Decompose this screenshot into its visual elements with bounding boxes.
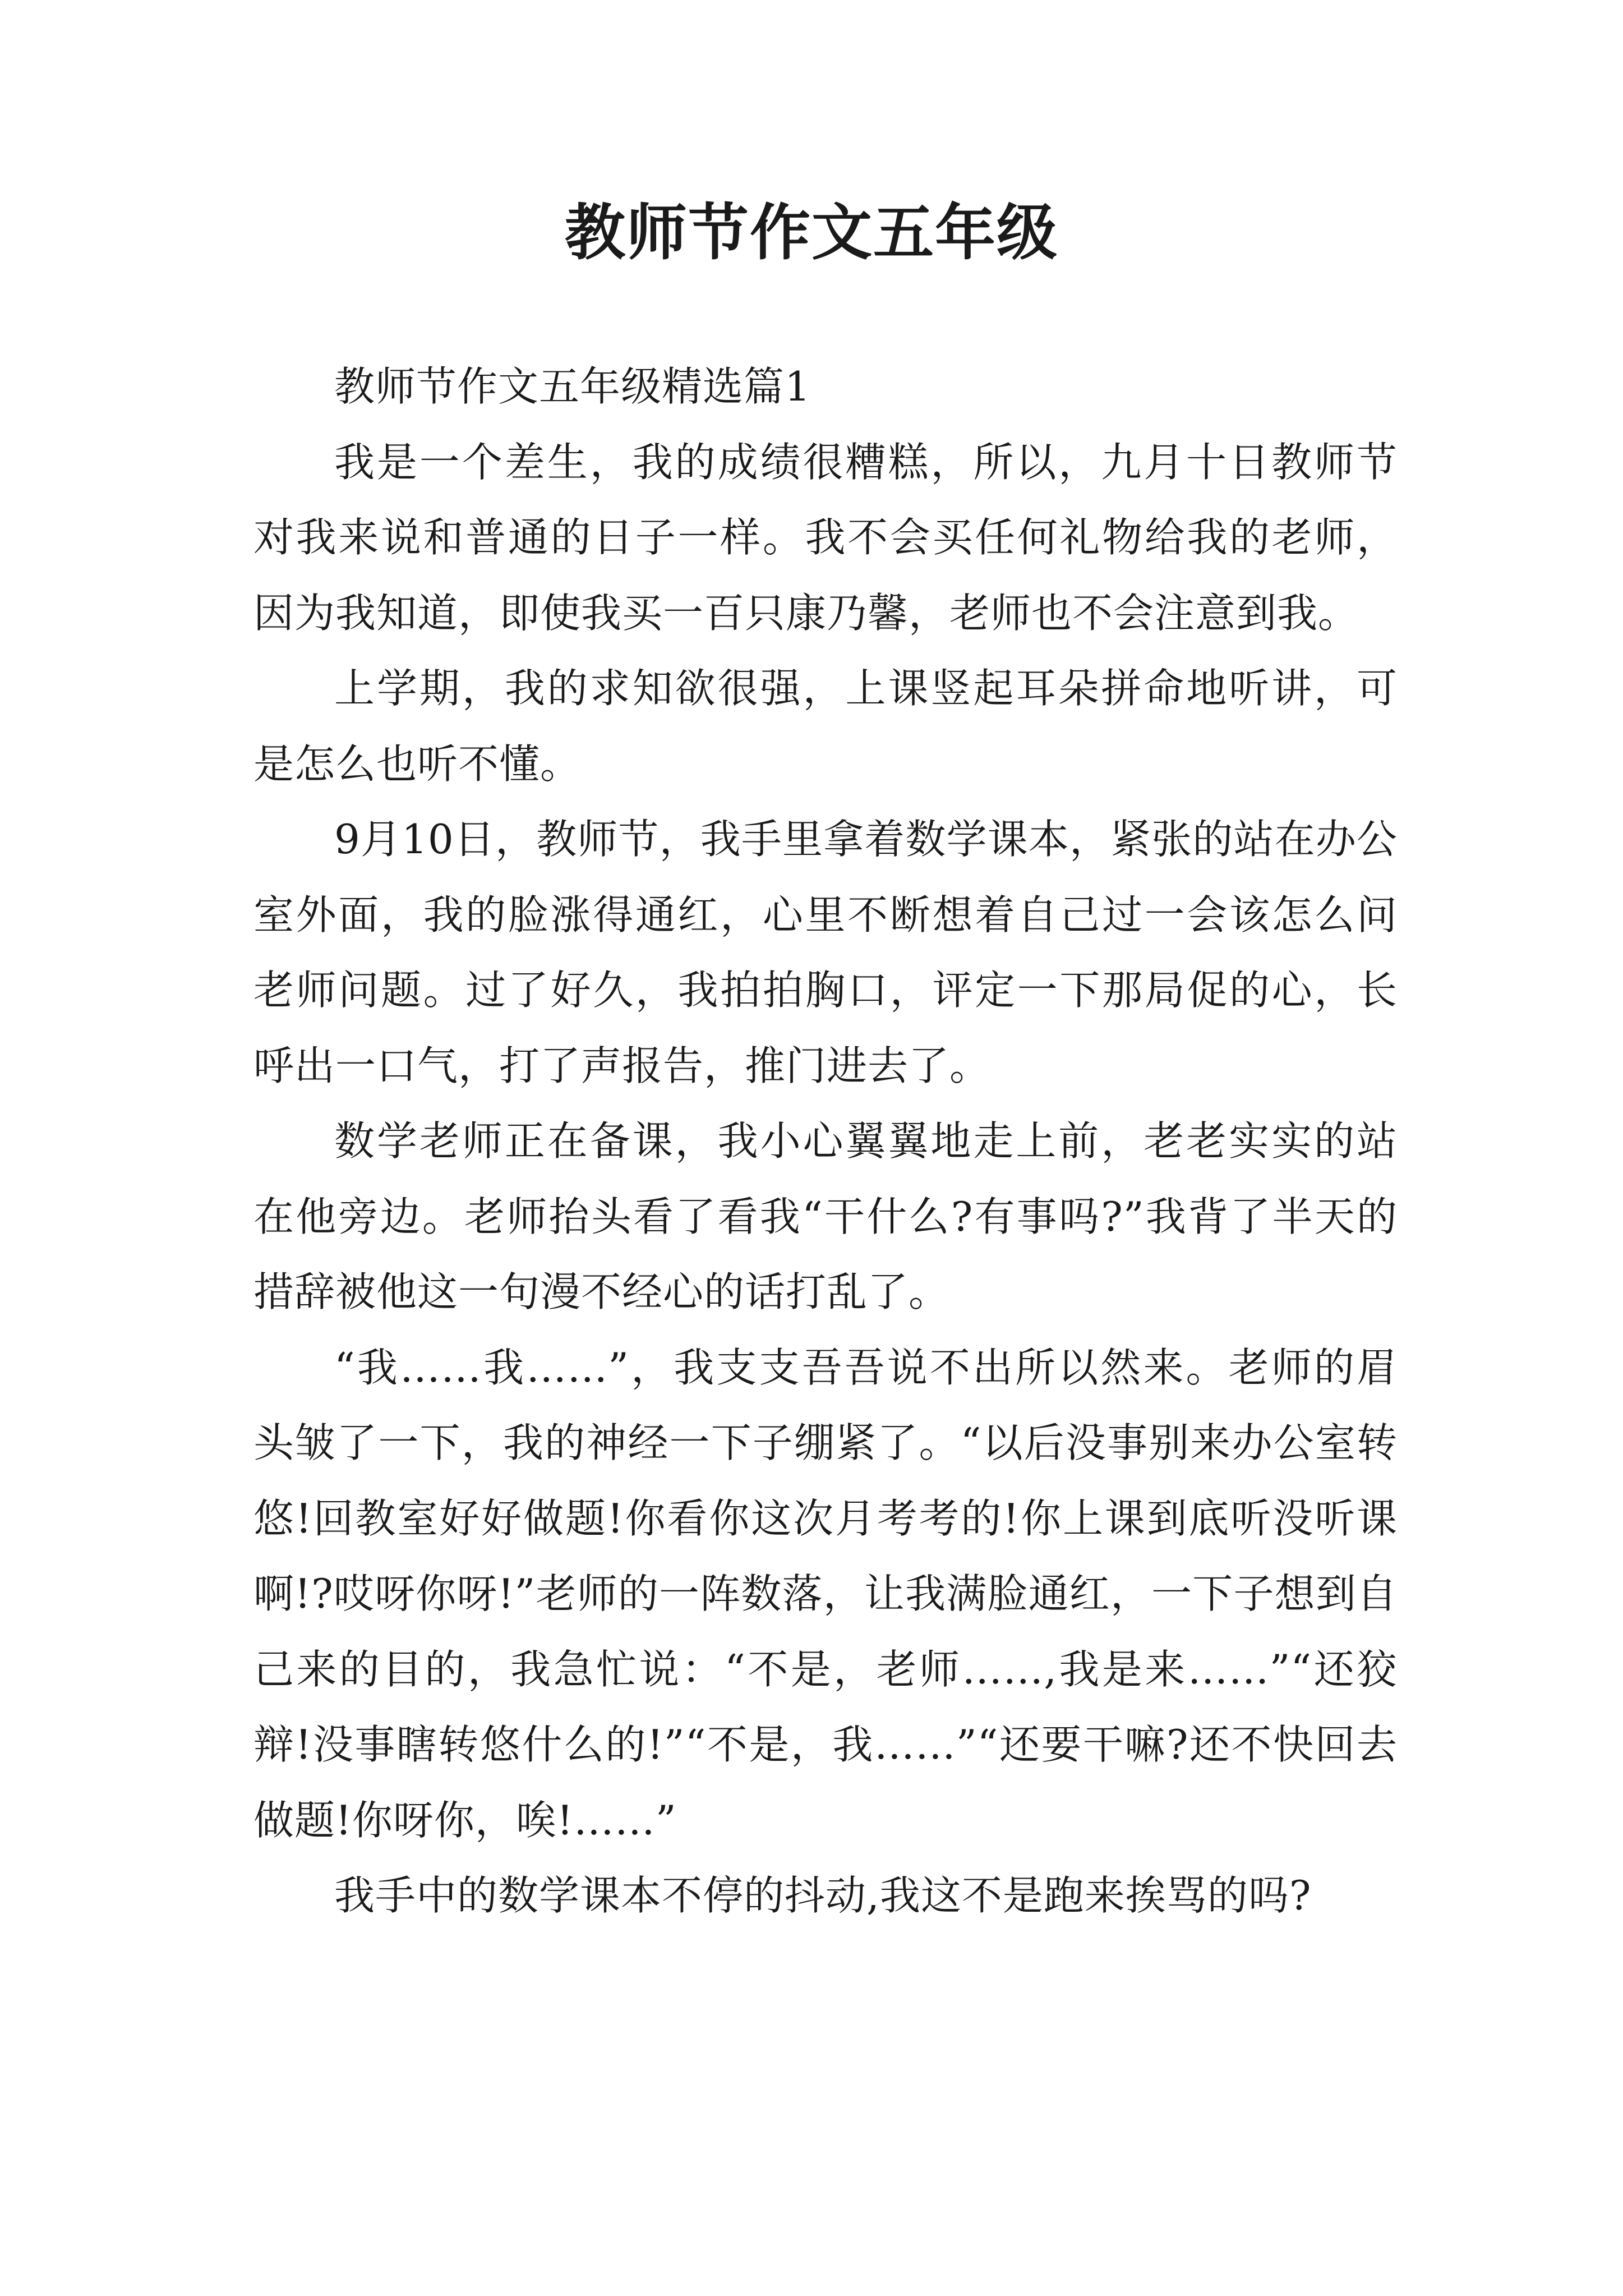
paragraph-heading: 教师节作文五年级精选篇1	[334, 363, 811, 410]
paragraph: “我……我……”，我支支吾吾说不出所以然来。老师的眉头皱了一下，我的神经一下子绷紧了。“以后没事别来办公室转悠!回教室好好做题!你看你这次月考考的!你上课到底听没听课啊!?哎呀你呀!”老师的一阵数落，让我满脸通红，一下子想到自己来的目的，我急忙说：“不是，老师……,我是来……”“还狡辩!没事瞎转悠什么的!”“不是，我……”“还要干嘛?还不快回去做题!你呀你，唉!……”	[253, 1343, 1398, 1844]
document-title: 教师节作文五年级	[564, 197, 1058, 268]
paragraph: 我手中的数学课本不停的抖动,我这不是跑来挨骂的吗?	[334, 1872, 1312, 1919]
paragraph: 9月10日，教师节，我手里拿着数学课本，紧张的站在办公室外面，我的脸涨得通红，心里不断想着自己过一会该怎么问老师问题。过了好久，我拍拍胸口，评定一下那局促的心，长呼出一口气，打了声报告，推门进去了。	[253, 816, 1398, 1089]
document-body	[253, 349, 1398, 1934]
paragraph: 数学老师正在备课，我小心翼翼地走上前，老老实实的站在他旁边。老师抬头看了看我“干什么?有事吗?”我背了半天的措辞被他这一句漫不经心的话打乱了。	[253, 1117, 1398, 1315]
paragraph: 我是一个差生，我的成绩很糟糕，所以，九月十日教师节对我来说和普通的日子一样。我不会买任何礼物给我的老师，因为我知道，即使我买一百只康乃馨，老师也不会注意到我。	[253, 438, 1398, 637]
paragraph: 上学期，我的求知欲很强，上课竖起耳朵拼命地听讲，可是怎么也听不懂。	[253, 665, 1398, 788]
